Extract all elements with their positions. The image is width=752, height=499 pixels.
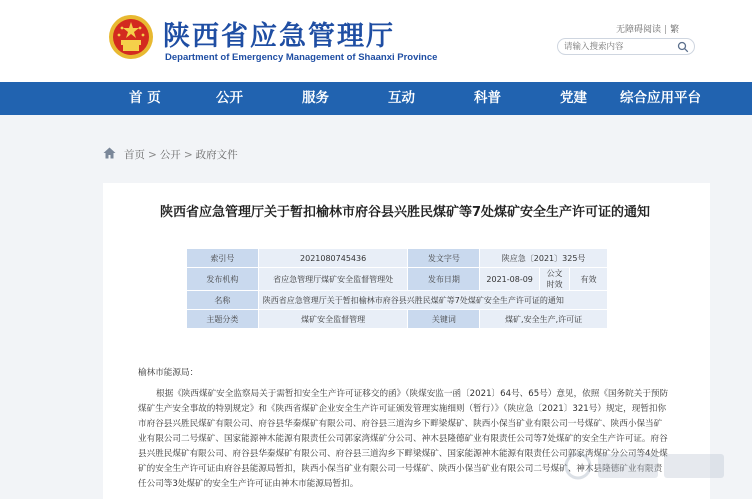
table-row (187, 291, 608, 310)
main-nav (0, 82, 752, 115)
accessibility-link[interactable]: 无障碍阅读 (616, 25, 662, 35)
document-title: 陕西省应急管理厅关于暂扣榆林市府谷县兴胜民煤矿等7处煤矿安全生产许可证的通知 (159, 205, 651, 220)
top-links (616, 22, 679, 35)
table-row (187, 249, 608, 268)
nav-interact[interactable]: 互动 (388, 90, 415, 106)
nav-platform[interactable]: 综合应用平台 (620, 90, 701, 106)
site-title: 陕西省应急管理厅 (163, 21, 395, 52)
keywords-value: 煤矿,安全生产,许可证 (480, 310, 608, 329)
search-icon[interactable] (677, 41, 689, 53)
breadcrumb (124, 147, 238, 162)
breadcrumb-home[interactable]: 首页 (124, 149, 145, 161)
breadcrumb-separator: > (183, 149, 193, 161)
doc-number-label: 发文字号 (408, 249, 480, 268)
index-label: 索引号 (187, 249, 259, 268)
category-value: 煤矿安全监督管理 (258, 310, 408, 329)
search-input[interactable] (564, 40, 674, 53)
link-divider: | (664, 25, 668, 35)
issuer-value: 省应急管理厅煤矿安全监督管理处 (258, 268, 408, 291)
nav-home[interactable]: 首 页 (129, 90, 161, 106)
breadcrumb-docs[interactable]: 政府文件 (195, 149, 238, 161)
table-row (187, 268, 608, 291)
category-label: 主题分类 (187, 310, 259, 329)
home-icon (103, 147, 116, 159)
index-value: 2021080745436 (258, 249, 408, 268)
addressee: 榆林市能源局： (138, 368, 199, 378)
doc-number-value: 陕应急〔2021〕325号 (480, 249, 608, 268)
site-header (0, 0, 752, 82)
watermark-logo-icon (560, 438, 740, 493)
status-label: 公文时效 (540, 268, 570, 291)
document-meta-table (186, 248, 608, 329)
nav-open[interactable]: 公开 (216, 90, 243, 106)
national-emblem-icon (108, 14, 154, 60)
search-box (557, 38, 695, 55)
status-value: 有效 (570, 268, 608, 291)
issuer-label: 发布机构 (187, 268, 259, 291)
nav-science[interactable]: 科普 (474, 90, 501, 106)
body-paragraph: 根据《陕西煤矿安全监察局关于需暂扣安全生产许可证移交的函》（陕煤安监一函〔2021〕64号、65号）意见，依照《国务院关于预防煤矿生产安全事故的特别规定》和《陕西省煤矿企业安全生产许可证颁发管理实施细则（暂行）》（陕应急〔2021〕321号）规定，现暂扣你市府谷县兴胜民煤矿有限公司、府谷县华秦煤矿有限公司、府谷县三道沟乡下畔梁煤矿、陕西小保当矿业有限公司一号煤矿、陕西小保当矿业有限公司二号煤矿、国家能源神木能源有限责任公司郭家湾煤矿分公司、神木县隆德矿业有限责任公司等7处煤矿的安全生产许可证。府谷县兴胜民煤矿有限公司、府谷县华秦煤矿有限公司、府谷县三道沟乡下畔梁煤矿、国家能源神木能源有限责任公司郭家湾煤矿分公司等4处煤矿的安全生产许可证由府谷县能源局暂扣，陕西小保当矿业有限公司一号煤矿、陕西小保当矿业有限公司二号煤矿、神木县隆德矿业有限责任公司等3处煤矿的安全生产许可证由神木市能源局暂扣。 (138, 389, 669, 489)
breadcrumb-open[interactable]: 公开 (159, 149, 181, 161)
table-row (187, 310, 608, 329)
date-label: 发布日期 (408, 268, 480, 291)
name-value: 陕西省应急管理厅关于暂扣榆林市府谷县兴胜民煤矿等7处煤矿安全生产许可证的通知 (258, 291, 607, 310)
name-label: 名称 (187, 291, 259, 310)
site-subtitle: Department of Emergency Management of Shaanxi Province (165, 52, 438, 63)
nav-party[interactable]: 党建 (560, 90, 587, 106)
breadcrumb-separator: > (148, 149, 157, 161)
nav-service[interactable]: 服务 (302, 90, 329, 106)
keywords-label: 关键词 (408, 310, 480, 329)
date-value: 2021-08-09 (480, 268, 540, 291)
traditional-chinese-link[interactable]: 繁 (670, 25, 680, 35)
